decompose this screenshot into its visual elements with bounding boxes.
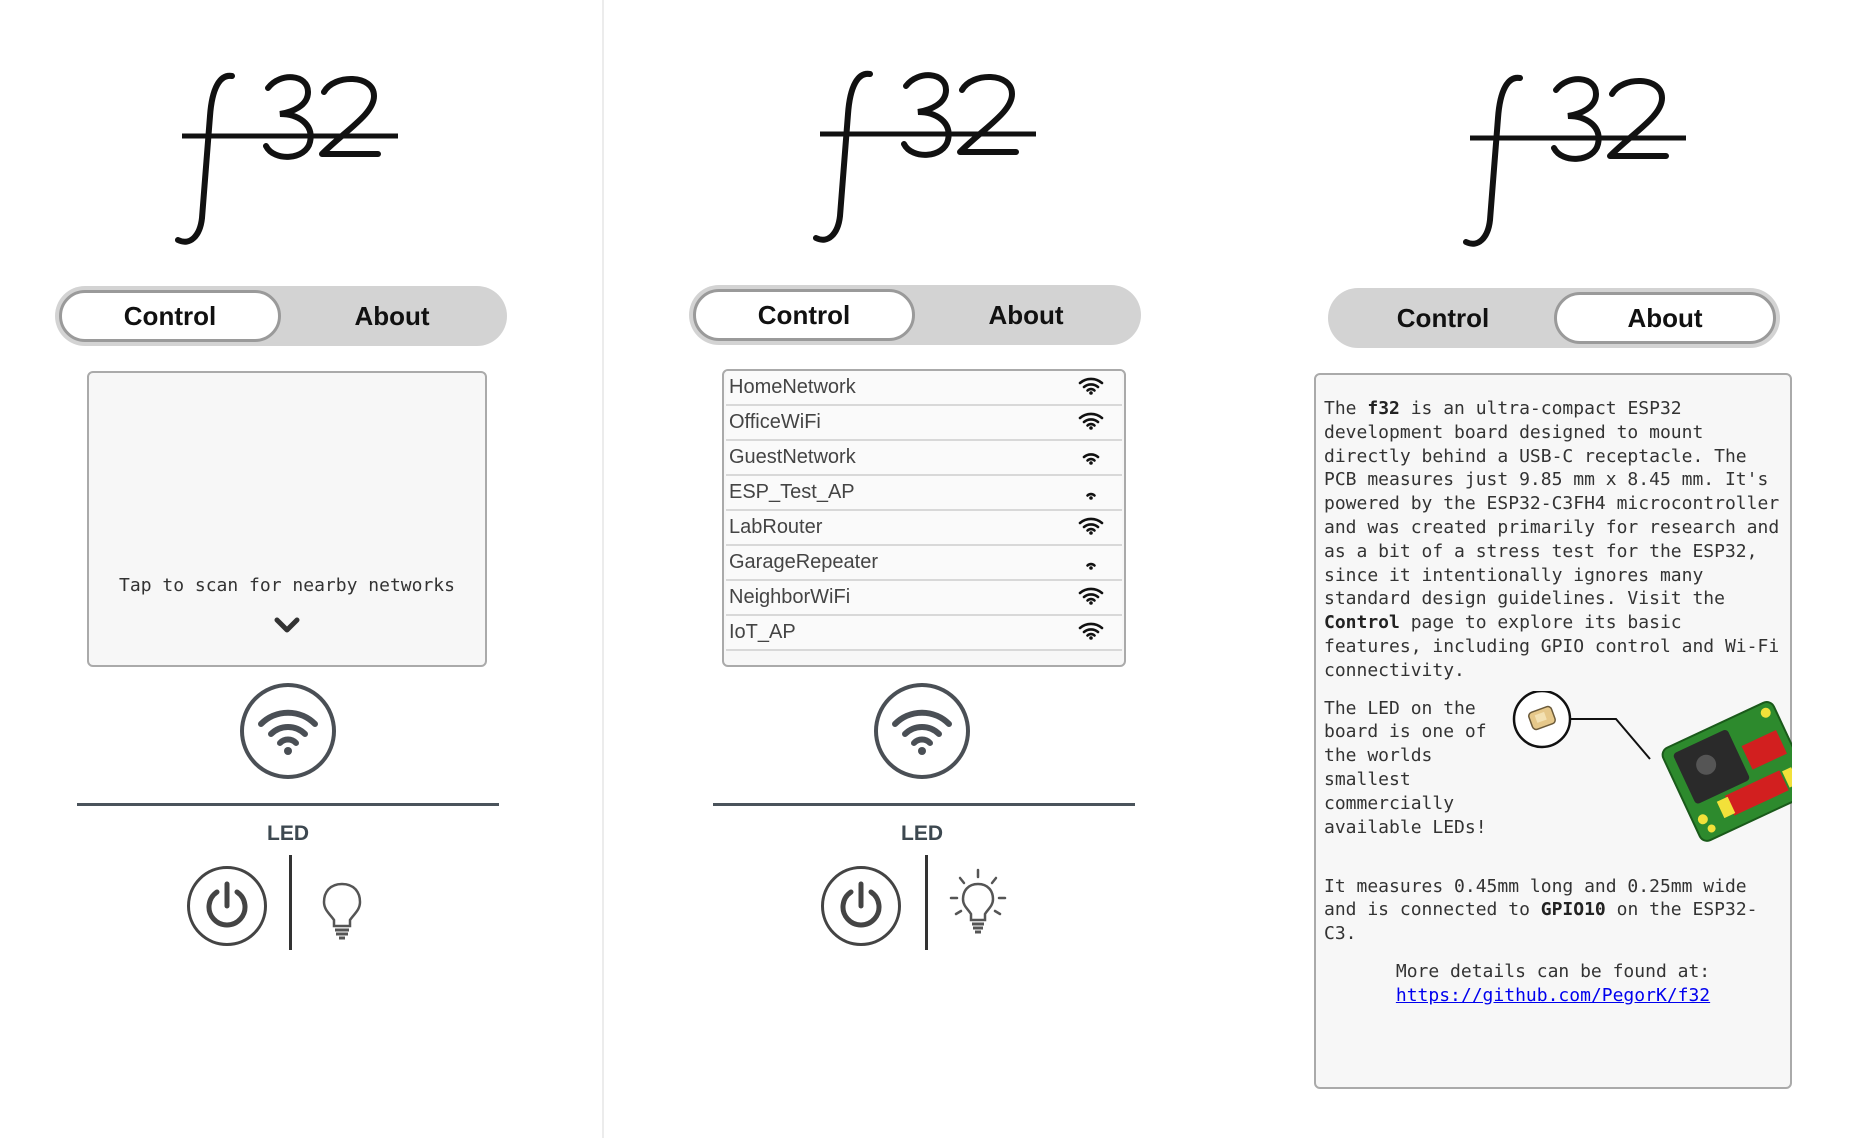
f32-logo [168, 68, 408, 248]
network-list[interactable] [722, 369, 1126, 667]
network-signal [1078, 620, 1104, 646]
github-link[interactable]: https://github.com/PegorK/f32 [1395, 984, 1711, 1006]
tab-about[interactable]: About [988, 299, 1064, 330]
tab-switcher [55, 286, 507, 346]
wifi-signal-icon [1078, 410, 1104, 430]
lightbulb-off-icon [312, 872, 372, 942]
chevron-down-icon [274, 617, 300, 635]
network-ssid: OfficeWiFi [729, 411, 821, 433]
more-details-label: More details can be found at: [1395, 960, 1711, 982]
f32-logo [1456, 70, 1696, 250]
more-details [1324, 960, 1782, 1008]
wifi-signal-icon [1078, 480, 1104, 500]
wifi-scan-button[interactable] [874, 683, 970, 779]
led-status [312, 872, 372, 942]
about-text: page to explore its basic features, including GPIO control and Wi-Fi connectivity. [1324, 612, 1780, 681]
about-intro [1324, 397, 1782, 683]
tab-switcher [1328, 288, 1780, 348]
network-ssid: HomeNetwork [729, 376, 856, 398]
network-row[interactable] [726, 441, 1122, 476]
about-text: The [1324, 398, 1368, 419]
network-signal [1078, 445, 1104, 471]
network-ssid: NeighborWiFi [729, 586, 851, 608]
network-ssid: GarageRepeater [729, 551, 878, 573]
wifi-signal-icon [1078, 445, 1104, 465]
tab-control[interactable]: Control [1396, 302, 1490, 333]
about-bold-control: Control [1324, 612, 1400, 634]
scan-hint-text: Tap to scan for nearby networks [119, 575, 455, 596]
about-bold-gpio: GPIO10 [1540, 899, 1606, 921]
led-control-divider [925, 855, 928, 950]
network-row[interactable] [726, 546, 1122, 581]
lightbulb-on-icon [948, 868, 1008, 938]
f32-logo-graphic [1456, 70, 1696, 250]
network-ssid: ESP_Test_AP [729, 481, 855, 503]
network-row[interactable] [726, 406, 1122, 441]
tab-control[interactable]: Control [693, 289, 915, 341]
network-row[interactable] [726, 581, 1122, 616]
wifi-signal-icon [1078, 620, 1104, 640]
about-led-text: The LED on the board is one of the worlds smallest commercially available LEDs! [1324, 697, 1487, 838]
led-power-button[interactable] [821, 866, 901, 946]
about-led-section [1324, 697, 1782, 865]
network-ssid: GuestNetwork [729, 446, 856, 468]
f32-logo-graphic [168, 68, 408, 248]
f32-logo-graphic [806, 66, 1046, 246]
network-row[interactable] [726, 616, 1122, 651]
wifi-signal-icon [1078, 550, 1104, 570]
network-row[interactable] [726, 371, 1122, 406]
tab-about[interactable]: About [1554, 292, 1776, 344]
network-signal [1078, 480, 1104, 506]
about-text: is an ultra-compact ESP32 development board designed to mount directly behind a USB-C receptacle. The PCB measures just 9.85 mm x 8.45 mm. It's powered by the ESP32-C3FH4 microcontroller and was created primarily for research and as a bit of a stress test for the ESP32, since it intentionally ignores many standard design guidelines. Visit the [1324, 398, 1780, 610]
network-row[interactable] [726, 476, 1122, 511]
board-illustration [1512, 691, 1792, 851]
led-status [948, 868, 1008, 938]
tab-about[interactable]: About [354, 300, 430, 331]
wifi-icon [257, 706, 319, 756]
power-icon [835, 880, 887, 932]
about-text: on the ESP32-C3. [1324, 899, 1758, 945]
tab-switcher [689, 285, 1141, 345]
led-label: LED [267, 822, 309, 845]
network-signal [1078, 515, 1104, 541]
about-led-details [1324, 875, 1782, 946]
wifi-signal-icon [1078, 585, 1104, 605]
network-row[interactable] [726, 511, 1122, 546]
led-power-button[interactable] [187, 866, 267, 946]
about-panel [1238, 0, 1853, 1138]
f32-logo [806, 66, 1046, 246]
wifi-signal-icon [1078, 515, 1104, 535]
about-text: It measures 0.45mm long and 0.25mm wide and is connected to [1324, 875, 1747, 921]
led-control-divider [289, 855, 292, 950]
power-icon [201, 880, 253, 932]
wifi-icon [891, 706, 953, 756]
about-bold-f32: f32 [1367, 398, 1400, 419]
section-divider [713, 803, 1135, 806]
network-ssid: IoT_AP [729, 621, 796, 643]
control-panel-networks [604, 0, 1236, 1138]
network-scan-area[interactable] [87, 371, 487, 667]
control-panel-idle [0, 0, 600, 1138]
network-signal [1078, 585, 1104, 611]
wifi-signal-icon [1078, 375, 1104, 395]
about-content [1314, 373, 1792, 1089]
network-ssid: LabRouter [729, 516, 823, 538]
network-signal [1078, 410, 1104, 436]
tab-control[interactable]: Control [59, 290, 281, 342]
wifi-scan-button[interactable] [240, 683, 336, 779]
network-signal [1078, 375, 1104, 401]
network-signal [1078, 550, 1104, 576]
section-divider [77, 803, 499, 806]
led-label: LED [901, 822, 943, 845]
